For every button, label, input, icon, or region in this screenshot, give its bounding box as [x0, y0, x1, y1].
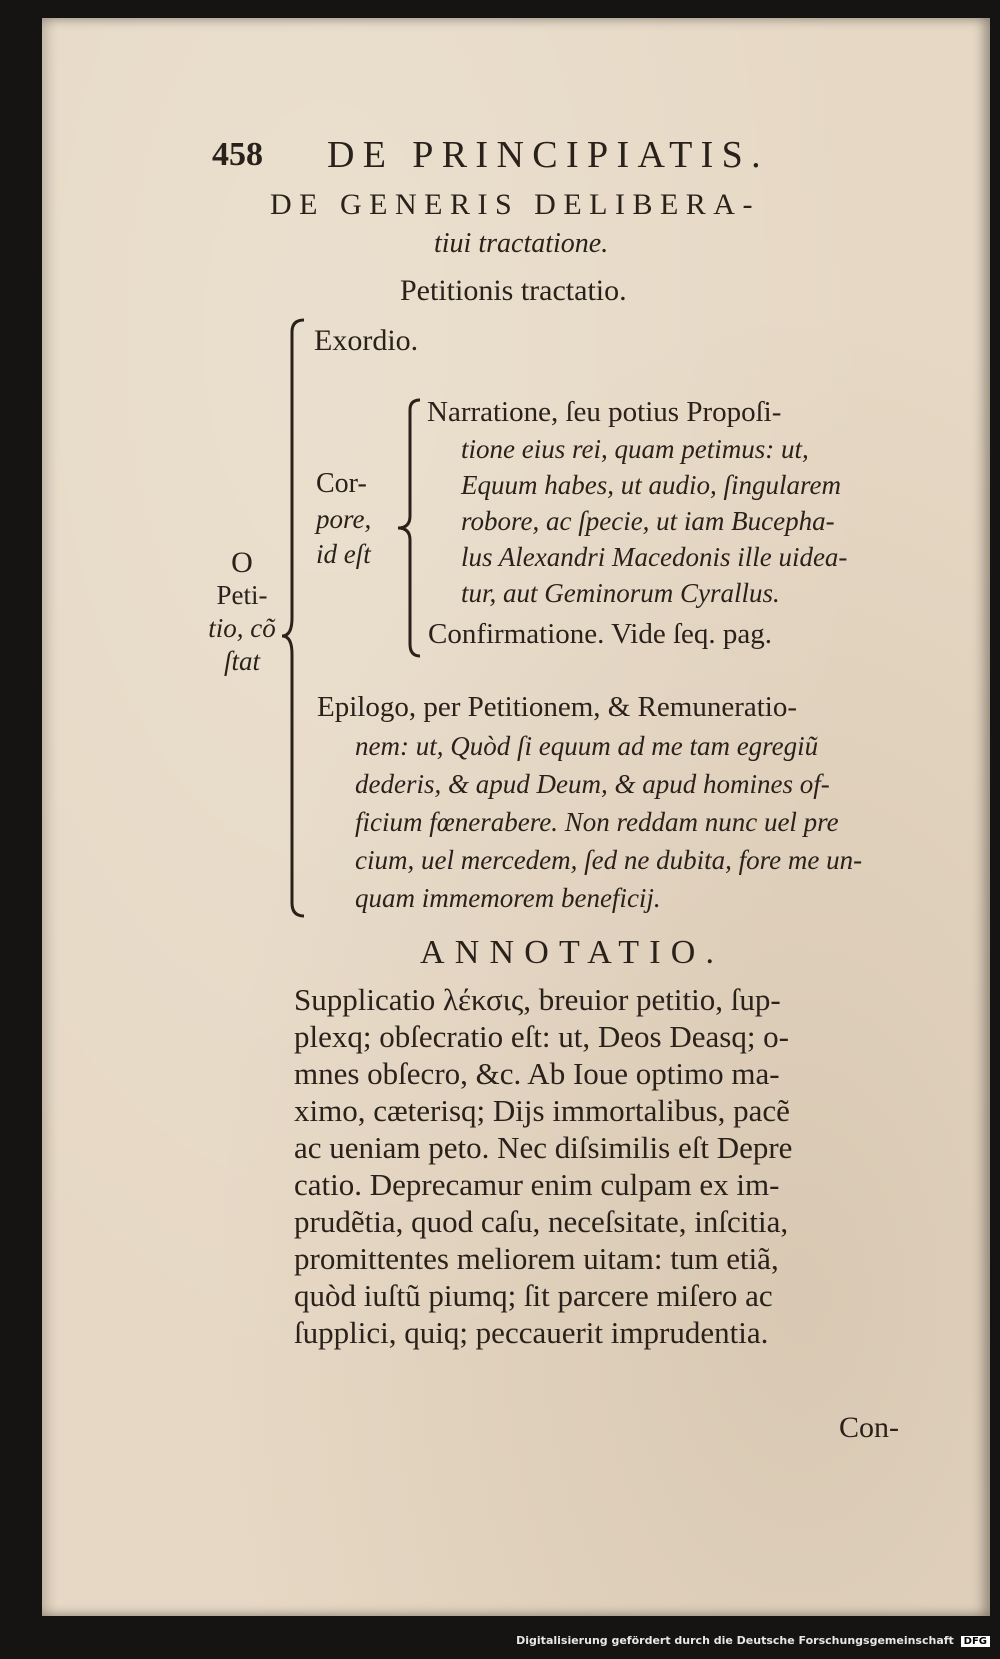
root-label-line: Peti- — [216, 580, 268, 610]
catchword: Con- — [839, 1411, 899, 1444]
root-label-line: tio, cõ — [208, 613, 276, 643]
page-number: 458 — [212, 136, 263, 173]
running-title: DE PRINCIPIATIS. — [327, 134, 770, 176]
annotatio-line: mnes obſecro, &c. Ab Ioue optimo ma- — [294, 1056, 780, 1091]
annotatio-line: quòd iuſtũ piumq; ſit parcere miſero ac — [294, 1278, 773, 1313]
section-title-line1: DE GENERIS DELIBERA- — [270, 188, 760, 221]
annotatio-line: plexq; obſecratio eſt: ut, Deos Deasq; o- — [294, 1019, 790, 1054]
outer-brace — [282, 318, 312, 918]
epilogo-block — [317, 691, 863, 913]
epilogo-line: Epilogo, per Petitionem, & Remuneratio- — [317, 691, 798, 723]
annotatio-line: prudẽtia, quod caſu, neceſsitate, inſcitia, — [294, 1204, 789, 1239]
inner-brace — [394, 398, 424, 658]
epilogo-line: cium, uel mercedem, ſed ne dubita, fore me un- — [355, 845, 863, 875]
narratione-line: lus Alexandri Macedonis ille uidea- — [461, 542, 848, 572]
annotatio-line: ximo, cæterisq; Dijs immortalibus, pacẽ — [294, 1093, 790, 1128]
narratione-line: tione eius rei, quam petimus: ut, — [461, 434, 809, 464]
section-subtitle: Petitionis tractatio. — [400, 274, 627, 307]
corpore-label — [316, 470, 371, 568]
epilogo-line: nem: ut, Quòd ſi equum ad me tam egregiũ — [355, 731, 819, 761]
corpore-label-line: Cor- — [316, 468, 367, 499]
corpore-label-line: pore, — [316, 504, 372, 534]
narratione-line: Equum habes, ut audio, ſingularem — [461, 470, 841, 500]
root-label-line: O — [231, 546, 253, 579]
corpore-label-line: id eſt — [316, 539, 371, 569]
narratione-block — [427, 396, 848, 608]
book-page — [42, 18, 990, 1616]
annotatio-line: Supplicatio λέκσις, breuior petitio, ſup- — [294, 982, 781, 1017]
credit-text: Digitalisierung gefördert durch die Deutsche Forschungsgemeinschaft — [516, 1634, 954, 1647]
annotatio-line: promittentes meliorem uitam: tum etiã, — [294, 1241, 779, 1276]
section-title-line2: tiui tractatione. — [434, 228, 609, 259]
dfg-logo: DFG — [961, 1636, 990, 1647]
root-label-line: ſtat — [223, 646, 260, 676]
epilogo-line: quam immemorem beneficij. — [355, 883, 661, 913]
epilogo-line: dederis, & apud Deum, & apud homines of- — [355, 769, 830, 799]
narratione-line: Narratione, ſeu potius Propoſi- — [427, 396, 782, 428]
annotatio-heading: ANNOTATIO. — [420, 934, 725, 971]
confirmatione-label: Confirmatione. Vide ſeq. pag. — [428, 618, 773, 650]
annotatio-body — [294, 984, 792, 1348]
exordio-label: Exordio. — [314, 324, 419, 357]
narratione-line: robore, ac ſpecie, ut iam Bucepha- — [461, 506, 835, 536]
epilogo-line: ficium fœnerabere. Non reddam nunc uel pre — [355, 807, 839, 837]
narratione-line: tur, aut Geminorum Cyrallus. — [461, 578, 780, 608]
annotatio-line: catio. Deprecamur enim culpam ex im- — [294, 1167, 780, 1202]
diagram-root-label — [197, 548, 287, 675]
annotatio-line: ac ueniam peto. Nec diſsimilis eſt Depre — [294, 1130, 793, 1165]
digitization-credit — [516, 1634, 990, 1647]
annotatio-line: ſupplici, quiq; peccauerit imprudentia. — [294, 1315, 769, 1350]
